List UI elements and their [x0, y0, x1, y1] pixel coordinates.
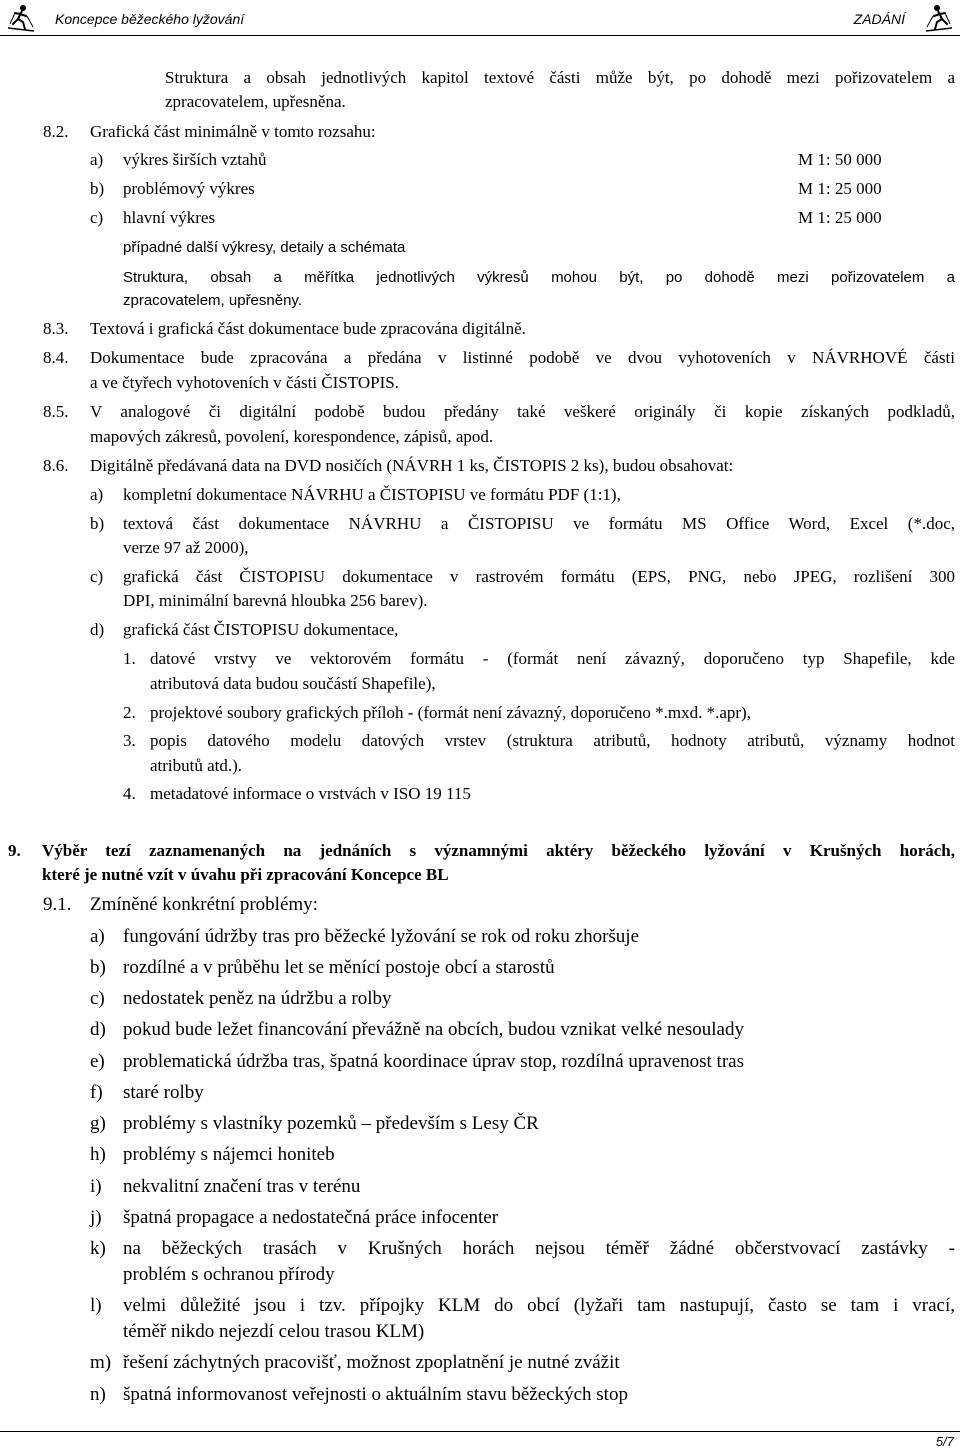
sublist-item: metadatové informace o vrstvách v ISO 19 115	[150, 784, 471, 803]
list-label: i)	[90, 1176, 102, 1197]
section-title: Grafická část minimálně v tomto rozsahu:	[90, 122, 376, 141]
list-item: na běžeckých trasách v Krušných horách nejsou téměř žádné občerstvovací zastávky -	[123, 1238, 955, 1259]
list-label: n)	[90, 1384, 106, 1405]
sublist-label: 4.	[123, 784, 136, 803]
list-item: téměř nikdo nejezdí celou trasou KLM)	[123, 1321, 425, 1342]
section-title: Zmíněné konkrétní problémy:	[90, 894, 318, 915]
header-title: Koncepce běžeckého lyžování	[55, 11, 245, 27]
header-section: ZADÁNÍ	[853, 11, 905, 27]
sublist-item: projektové soubory grafických příloh - (formát není závazný, doporučeno *.mxd. *.apr),	[150, 703, 751, 722]
list-item: velmi důležité jsou i tzv. přípojky KLM do obcí (lyžaři tam nastupují, často se tam i vrací,	[123, 1295, 955, 1316]
note-line: zpracovatelem, upřesněny.	[123, 292, 302, 309]
list-item: problémový výkres	[123, 179, 255, 198]
chapter-title: které je nutné vzít v úvahu při zpracování Koncepce BL	[42, 865, 449, 884]
list-item: výkres širších vztahů	[123, 150, 267, 169]
list-label: a)	[90, 150, 104, 169]
list-label: j)	[90, 1207, 102, 1228]
page-header	[0, 0, 960, 36]
sublist-item: atributů atd.).	[150, 756, 243, 775]
section-number: 8.4.	[43, 348, 69, 367]
section-number: 8.2.	[43, 122, 69, 141]
section-text: V analogové či digitální podobě budou předány také veškeré originály či kopie získaných podkladů,	[90, 402, 955, 421]
list-item: špatná propagace a nedostatečná práce infocenter	[123, 1207, 499, 1228]
sublist-item: datové vrstvy ve vektorovém formátu - (formát není závazný, doporučeno typ Shapefile, kde	[150, 649, 955, 668]
section-text: mapových zákresů, povolení, korespondence, zápisů, apod.	[90, 427, 494, 446]
list-label: h)	[90, 1144, 106, 1165]
sublist-item: popis datového modelu datových vrstev (struktura atributů, hodnoty atributů, významy hodnot	[150, 731, 955, 750]
list-item: nekvalitní značení tras v terénu	[123, 1176, 361, 1197]
list-item: verze 97 až 2000),	[123, 538, 249, 557]
list-item: řešení záchytných pracovišť, možnost zpoplatnění je nutné zvážit	[123, 1352, 620, 1373]
scale-value: M 1: 25 000	[798, 179, 882, 198]
list-label: b)	[90, 957, 106, 978]
list-label: a)	[90, 485, 104, 504]
note-line: Struktura, obsah a měřítka jednotlivých výkresů mohou být, po dohodě mezi pořizovatelem a	[123, 269, 955, 286]
list-label: c)	[90, 567, 104, 586]
list-item: grafická část ČISTOPISU dokumentace v rastrovém formátu (EPS, PNG, nebo JPEG, rozlišení 300	[123, 567, 955, 586]
header-divider	[0, 35, 960, 36]
list-label: k)	[90, 1238, 106, 1259]
list-label: c)	[90, 208, 104, 227]
list-item: DPI, minimální barevná hloubka 256 barev).	[123, 591, 428, 610]
section-text: Dokumentace bude zpracována a předána v listinné podobě ve dvou vyhotoveních v NÁVRHOVÉ části	[90, 348, 955, 367]
sublist-label: 3.	[123, 731, 136, 750]
list-item: fungování údržby tras pro běžecké lyžování se rok od roku zhoršuje	[123, 926, 639, 947]
section-number: 8.3.	[43, 319, 69, 338]
list-label: c)	[90, 988, 105, 1009]
section-text: Textová i grafická část dokumentace bude zpracována digitálně.	[90, 319, 526, 338]
list-item: kompletní dokumentace NÁVRHU a ČISTOPISU ve formátu PDF (1:1),	[123, 485, 621, 504]
section-title: Digitálně předávaná data na DVD nosičích (NÁVRH 1 ks, ČISTOPIS 2 ks), budou obsahovat:	[90, 456, 734, 475]
list-label: f)	[90, 1082, 103, 1103]
list-label: d)	[90, 620, 105, 639]
list-item: problémy s nájemci honiteb	[123, 1144, 335, 1165]
list-item: hlavní výkres	[123, 208, 216, 227]
list-item: pokud bude ležet financování převážně na obcích, budou vznikat velké nesoulady	[123, 1019, 744, 1040]
list-item: problém s ochranou přírody	[123, 1264, 335, 1285]
intro-line: zpracovatelem, upřesněna.	[165, 92, 346, 111]
intro-line: Struktura a obsah jednotlivých kapitol textové části může být, po dohodě mezi pořizovatelem a	[165, 68, 955, 87]
list-label: l)	[90, 1295, 102, 1316]
list-item: staré rolby	[123, 1082, 204, 1103]
list-label: a)	[90, 926, 105, 947]
section-text: a ve čtyřech vyhotoveních v části ČISTOPIS.	[90, 373, 399, 392]
section-number: 8.5.	[43, 402, 69, 421]
list-item: nedostatek peněz na údržbu a rolby	[123, 988, 392, 1009]
list-label: b)	[90, 179, 105, 198]
list-label: g)	[90, 1113, 106, 1134]
list-item: textová část dokumentace NÁVRHU a ČISTOPISU ve formátu MS Office Word, Excel (*.doc,	[123, 514, 955, 533]
sublist-item: atributová data budou součástí Shapefile),	[150, 674, 436, 693]
skier-icon	[6, 4, 36, 32]
list-label: m)	[90, 1352, 112, 1373]
scale-value: M 1: 25 000	[798, 208, 882, 227]
list-label: d)	[90, 1019, 106, 1040]
sublist-label: 2.	[123, 703, 136, 722]
section-number: 9.1.	[43, 894, 72, 915]
list-label: e)	[90, 1051, 105, 1072]
chapter-number: 9.	[8, 841, 21, 860]
list-item: problematická údržba tras, špatná koordinace úprav stop, rozdílná upravenost tras	[123, 1051, 744, 1072]
list-item: špatná informovanost veřejnosti o aktuálním stavu běžeckých stop	[123, 1384, 628, 1405]
list-label: b)	[90, 514, 105, 533]
list-item: problémy s vlastníky pozemků – především s Lesy ČR	[123, 1113, 539, 1134]
footer-divider	[0, 1431, 960, 1432]
page-number: 5/7	[935, 1434, 954, 1449]
list-note: případné další výkresy, detaily a schémata	[123, 239, 406, 256]
list-item: grafická část ČISTOPISU dokumentace,	[123, 620, 399, 639]
sublist-label: 1.	[123, 649, 136, 668]
list-item: rozdílné a v průběhu let se měnící postoje obcí a starostů	[123, 957, 555, 978]
chapter-title: Výběr tezí zaznamenaných na jednáních s významnými aktéry běžeckého lyžování v Krušných horách,	[42, 841, 955, 860]
scale-value: M 1: 50 000	[798, 150, 882, 169]
skier-icon	[924, 4, 954, 32]
section-number: 8.6.	[43, 456, 69, 475]
